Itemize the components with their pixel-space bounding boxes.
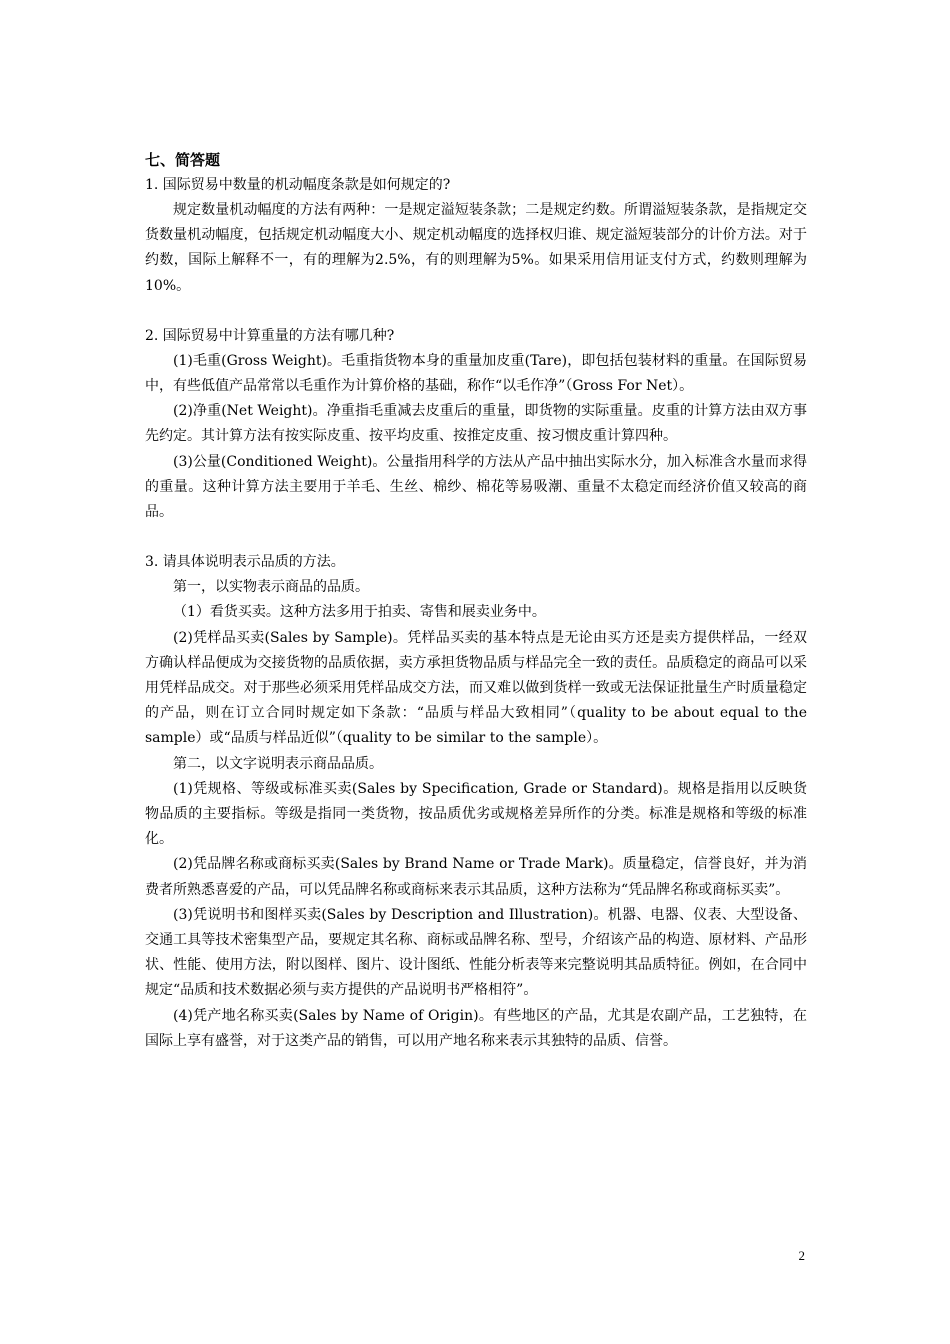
page-number: 2	[798, 1248, 805, 1263]
answer-paragraph: (2)凭样品买卖(Sales by Sample)。凭样品买卖的基本特点是无论由买方还是卖方提供样品，一经双方确认样品便成为交接货物的品质依据，卖方承担货物品质与样品完全一致的责任。品质稳定的商品可以采用凭样品成交。对于那些必须采用凭样品成交方法，而又难以做到货样一致或无法保证批量生产时质量稳定的产品，则在订立合同时规定如下条款：“品质与样品大致相同”（quality to be about equal to the sample）或“品质与样品近似”（quality to be similar to the sample）。	[145, 629, 807, 747]
answer-paragraph: （1）看货买卖。这种方法多用于拍卖、寄售和展卖业务中。	[173, 604, 546, 621]
answer-paragraph: (3)凭说明书和图样买卖(Sales by Description and Illustration)。机器、电器、仪表、大型设备、交通工具等技术密集型产品，要规定其名称、商标或品牌名称、型号，介绍该产品的构造、原材料、产品形状、性能、使用方法，附以图样、图片、设计图纸、性能分析表等来完整说明其品质特征。例如，在合同中规定“品质和技术数据必须与卖方提供的产品说明书严格相符”。	[145, 906, 807, 999]
question-3: 3. 请具体说明表示品质的方法。	[145, 554, 345, 571]
question-1: 1. 国际贸易中数量的机动幅度条款是如何规定的?	[145, 177, 451, 193]
answer-paragraph: (3)公量(Conditioned Weight)。公量指用科学的方法从产品中抽出实际水分，加入标准含水量而求得的重量。这种计算方法主要用于羊毛、生丝、棉纱、棉花等易吸潮、重量不太稳定而经济价值又较高的商品。	[145, 453, 807, 521]
question-2: 2. 国际贸易中计算重量的方法有哪几种?	[145, 327, 395, 344]
answer-paragraph: (1)毛重(Gross Weight)。毛重指货物本身的重量加皮重(Tare)，即包括包装材料的重量。在国际贸易中，有些低值产品常常以毛重作为计算价格的基础，称作“以毛作净”（Gross For Net）。	[145, 352, 807, 395]
answer-paragraph: 第一，以实物表示商品的品质。	[173, 579, 369, 596]
document-body	[145, 148, 807, 1054]
answer-paragraph: 规定数量机动幅度的方法有两种：一是规定溢短装条款；二是规定约数。所谓溢短装条款，是指规定交货数量机动幅度，包括规定机动幅度大小、规定机动幅度的选择权归谁、规定溢短装部分的计价方法。对于约数，国际上解释不一，有的理解为2.5%，有的则理解为5%。如果采用信用证支付方式，约数则理解为10%。	[145, 202, 807, 294]
spacer	[145, 525, 807, 550]
answer-paragraph: (1)凭规格、等级或标准买卖(Sales by Specification, Grade or Standard)。规格是指用以反映货物品质的主要指标。等级是指同一类货物，按品质优劣或规格差异所作的分类。标准是规格和等级的标准化。	[145, 780, 807, 848]
answer-paragraph: 第二，以文字说明表示商品品质。	[173, 755, 383, 772]
spacer	[145, 299, 807, 324]
answer-paragraph: (2)凭品牌名称或商标买卖(Sales by Brand Name or Trade Mark)。质量稳定，信誉良好，并为消费者所熟悉喜爱的产品，可以凭品牌名称或商标来表示其品质，这种方法称为“凭品牌名称或商标买卖”。	[145, 856, 807, 898]
section-title: 七、简答题	[145, 151, 221, 169]
answer-paragraph: (2)净重(Net Weight)。净重指毛重减去皮重后的重量，即货物的实际重量。皮重的计算方法由双方事先约定。其计算方法有按实际皮重、按平均皮重、按推定皮重、按习惯皮重计算四种。	[145, 403, 807, 445]
answer-paragraph: (4)凭产地名称买卖(Sales by Name of Origin)。有些地区的产品，尤其是农副产品，工艺独特，在国际上享有盛誉，对于这类产品的销售，可以用产地名称来表示其独特的品质、信誉。	[145, 1007, 807, 1049]
